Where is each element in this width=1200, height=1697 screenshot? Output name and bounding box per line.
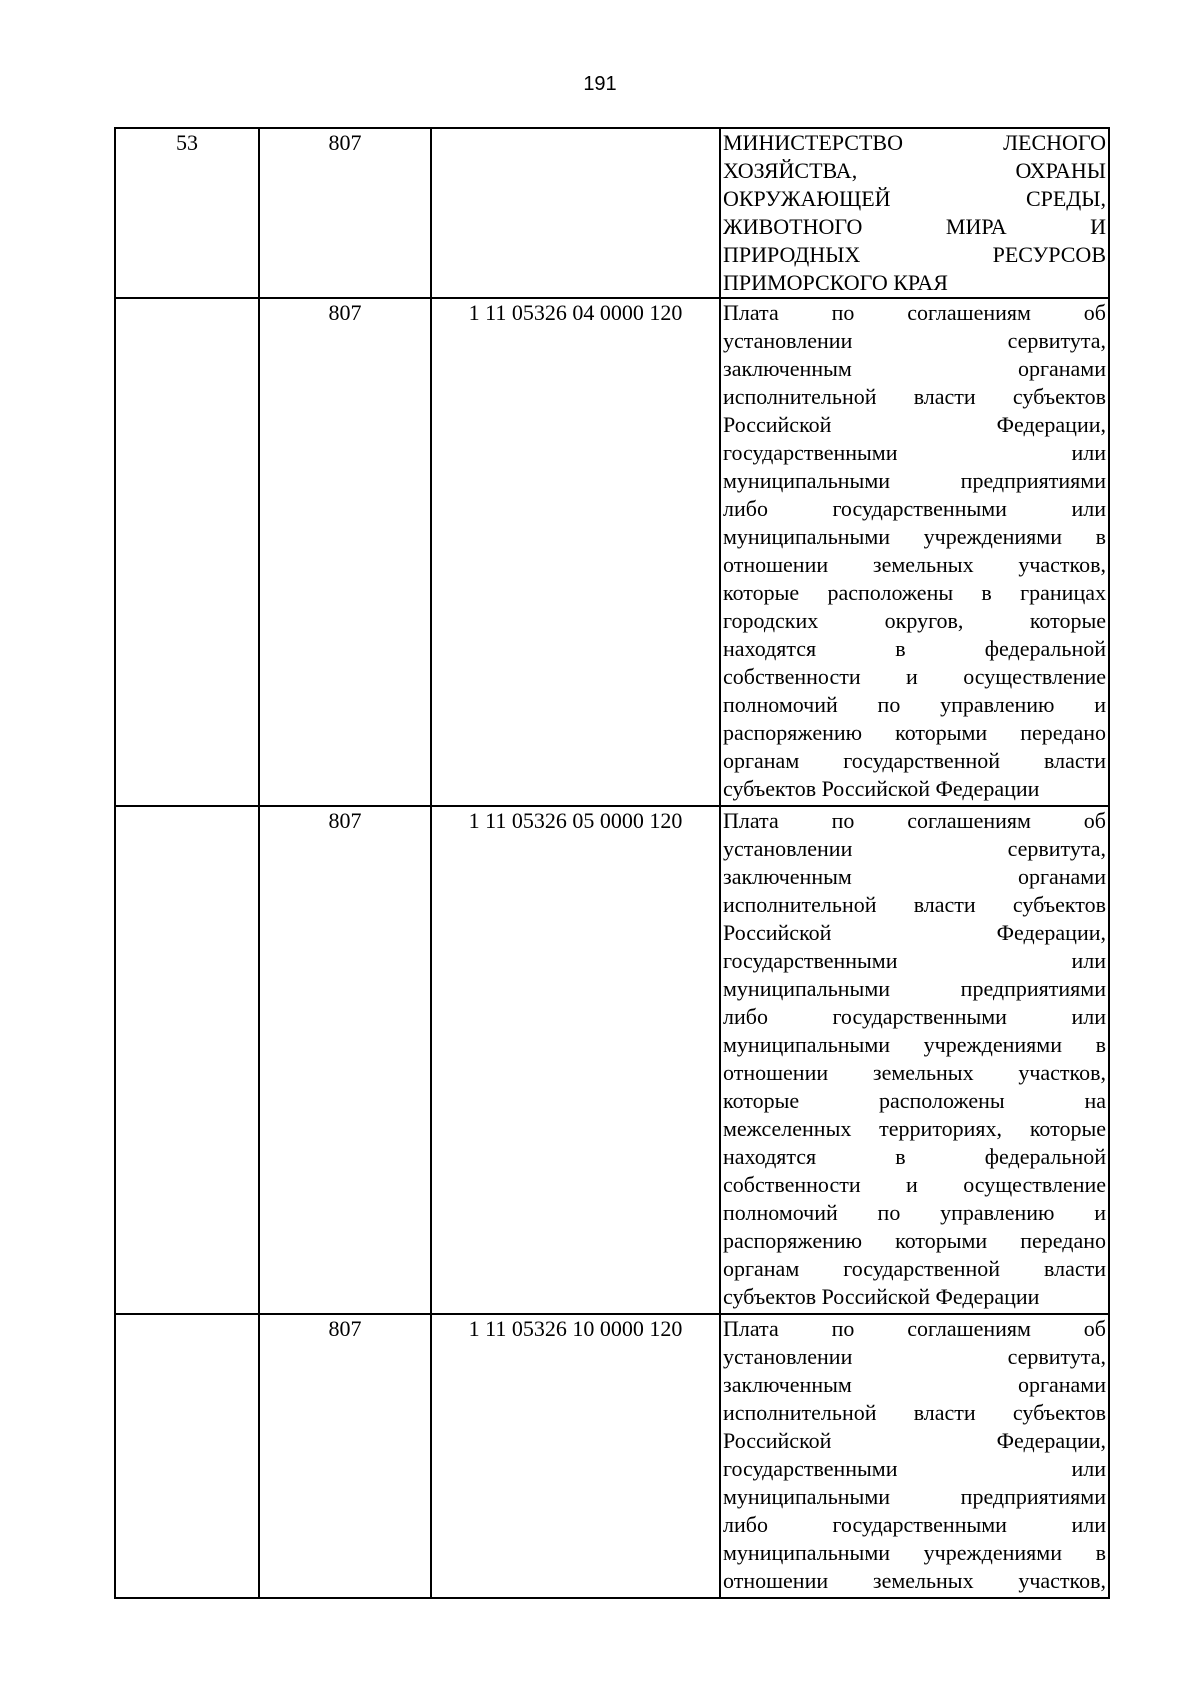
description-line: ХОЗЯЙСТВА, ОХРАНЫ — [723, 158, 1106, 183]
description-line: государственными или — [723, 1456, 1106, 1481]
description-cell — [720, 1314, 1109, 1598]
description-line: ОКРУЖАЮЩЕЙ СРЕДЫ, — [723, 186, 1106, 211]
table-body — [115, 128, 1109, 1598]
description-line: находятся в федеральной — [723, 1144, 1106, 1169]
admin-code-cell: 807 — [259, 1314, 431, 1598]
description-line: Российской Федерации, — [723, 920, 1106, 945]
description-line: распоряжению которыми передано — [723, 720, 1106, 745]
description-line: муниципальными предприятиями — [723, 1484, 1106, 1509]
description-line: исполнительной власти субъектов — [723, 384, 1106, 409]
description-line: заключенным органами — [723, 1372, 1106, 1397]
admin-code-cell: 807 — [259, 298, 431, 806]
description-line: исполнительной власти субъектов — [723, 1400, 1106, 1425]
description-line: установлении сервитута, — [723, 1344, 1106, 1369]
description-line: которые расположены на — [723, 1088, 1106, 1113]
table-row — [115, 1314, 1109, 1598]
revenue-code-cell — [431, 128, 720, 298]
description-line: муниципальными учреждениями в — [723, 1540, 1106, 1565]
row-number-cell — [115, 806, 259, 1314]
description-line: органам государственной власти — [723, 748, 1106, 773]
description-line: либо государственными или — [723, 1512, 1106, 1537]
admin-code-cell: 807 — [259, 128, 431, 298]
description-line: собственности и осуществление — [723, 1172, 1106, 1197]
revenue-code-cell: 1 11 05326 05 0000 120 — [431, 806, 720, 1314]
description-line: городских округов, которые — [723, 608, 1106, 633]
description-line: МИНИСТЕРСТВО ЛЕСНОГО — [723, 130, 1106, 155]
description-line: отношении земельных участков, — [723, 1060, 1106, 1085]
row-number-cell: 53 — [115, 128, 259, 298]
table-row — [115, 298, 1109, 806]
description-line: ПРИМОРСКОГО КРАЯ — [723, 270, 948, 295]
description-line: исполнительной власти субъектов — [723, 892, 1106, 917]
admin-code-cell: 807 — [259, 806, 431, 1314]
description-cell — [720, 128, 1109, 298]
description-line: муниципальными предприятиями — [723, 468, 1106, 493]
description-line: государственными или — [723, 948, 1106, 973]
description-line: находятся в федеральной — [723, 636, 1106, 661]
description-line: собственности и осуществление — [723, 664, 1106, 689]
description-line: Плата по соглашениям об — [723, 300, 1106, 325]
page-number: 191 — [583, 73, 617, 95]
description-line: которые расположены в границах — [723, 580, 1106, 605]
description-line: муниципальными учреждениями в — [723, 524, 1106, 549]
table-row — [115, 128, 1109, 298]
description-line: муниципальными предприятиями — [723, 976, 1106, 1001]
description-cell — [720, 298, 1109, 806]
row-number-cell — [115, 1314, 259, 1598]
description-line: субъектов Российской Федерации — [723, 1284, 1040, 1309]
revenue-code-cell: 1 11 05326 10 0000 120 — [431, 1314, 720, 1598]
description-line: отношении земельных участков, — [723, 552, 1106, 577]
description-line: полномочий по управлению и — [723, 692, 1106, 717]
description-line: межселенных территориях, которые — [723, 1116, 1106, 1141]
description-line: Плата по соглашениям об — [723, 808, 1106, 833]
description-line: полномочий по управлению и — [723, 1200, 1106, 1225]
description-line: государственными или — [723, 440, 1106, 465]
description-line: Плата по соглашениям об — [723, 1316, 1106, 1341]
description-line: Российской Федерации, — [723, 1428, 1106, 1453]
description-line: установлении сервитута, — [723, 836, 1106, 861]
revenue-codes-table — [114, 127, 1110, 1599]
description-line: либо государственными или — [723, 496, 1106, 521]
description-line: установлении сервитута, — [723, 328, 1106, 353]
revenue-code-cell: 1 11 05326 04 0000 120 — [431, 298, 720, 806]
description-line: либо государственными или — [723, 1004, 1106, 1029]
description-cell — [720, 806, 1109, 1314]
description-line: муниципальными учреждениями в — [723, 1032, 1106, 1057]
description-line: ЖИВОТНОГО МИРА И — [723, 214, 1106, 239]
description-line: ПРИРОДНЫХ РЕСУРСОВ — [723, 242, 1106, 267]
description-line: заключенным органами — [723, 356, 1106, 381]
description-line: отношении земельных участков, — [723, 1568, 1106, 1593]
description-line: распоряжению которыми передано — [723, 1228, 1106, 1253]
description-line: субъектов Российской Федерации — [723, 776, 1040, 801]
description-line: заключенным органами — [723, 864, 1106, 889]
table-row — [115, 806, 1109, 1314]
description-line: Российской Федерации, — [723, 412, 1106, 437]
description-line: органам государственной власти — [723, 1256, 1106, 1281]
row-number-cell — [115, 298, 259, 806]
